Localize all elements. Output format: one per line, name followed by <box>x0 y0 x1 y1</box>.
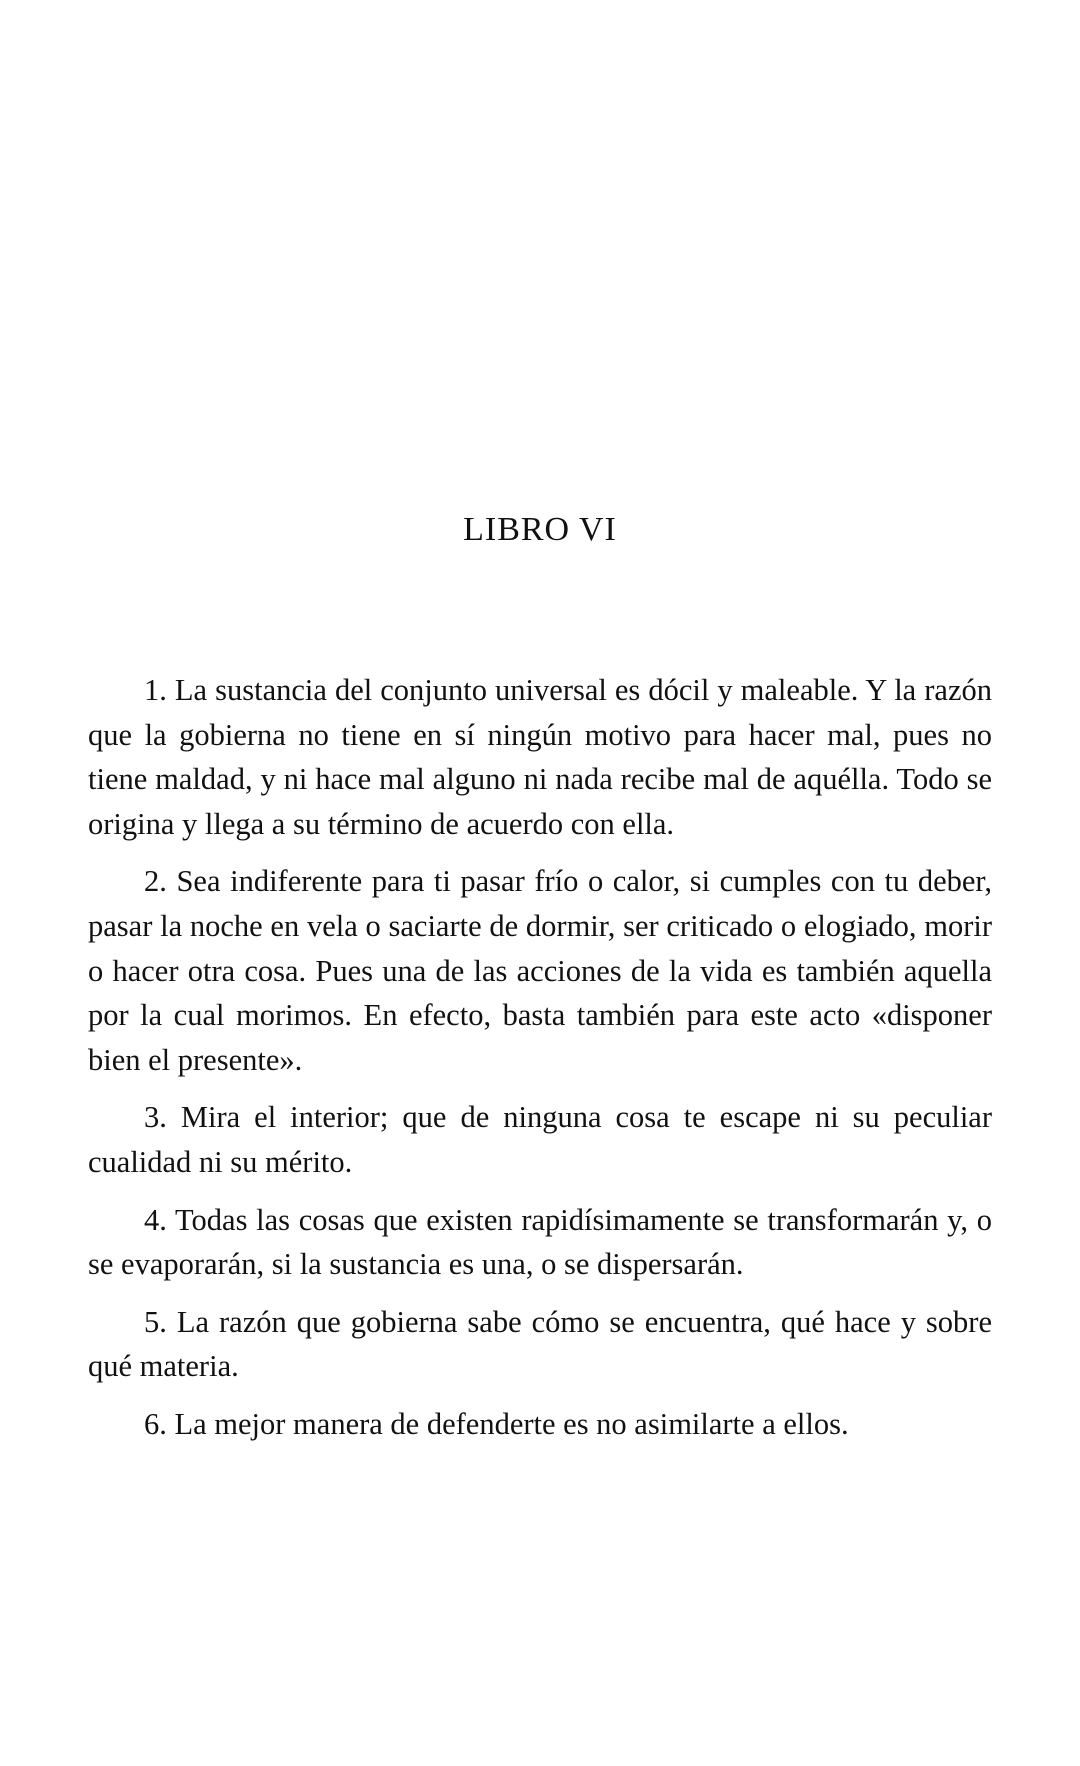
paragraph-5 <box>88 1300 992 1389</box>
paragraph-text: La razón que gobierna sabe cómo se encuentra, qué hace y sobre qué materia. <box>88 1304 992 1384</box>
paragraph-number: 2. <box>144 864 167 899</box>
paragraph-number: 3. <box>144 1100 167 1135</box>
paragraph-text: Todas las cosas que existen rapidísimamente se transformarán y, o se evaporarán, si la sustancia es una, o se dispersarán. <box>88 1202 992 1282</box>
page-body <box>88 668 992 1460</box>
paragraph-text: La mejor manera de defenderte es no asimilarte a ellos. <box>166 1406 849 1441</box>
paragraph-text: La sustancia del conjunto universal es dócil y maleable. Y la razón que la gobierna no tiene en sí ningún motivo para hacer mal, pues no tiene maldad, y ni hace mal alguno ni nada recibe mal de aquélla. Todo se origina y llega a su término de acuerdo con ella. <box>88 673 992 841</box>
paragraph-6 <box>88 1402 992 1447</box>
paragraph-text: Sea indiferente para ti pasar frío o calor, si cumples con tu deber, pasar la noche en vela o saciarte de dormir, ser criticado o elogiado, morir o hacer otra cosa. Pues una de las acciones de la vida es también aquella por la cual morimos. En efecto, basta también para este acto «disponer bien el presente». <box>88 864 992 1077</box>
paragraph-number: 1. <box>144 673 167 707</box>
paragraph-3 <box>88 1095 992 1184</box>
paragraph-4 <box>88 1198 992 1287</box>
paragraph-number: 6. <box>144 1406 167 1441</box>
paragraph-number: 5. <box>144 1304 167 1339</box>
paragraph-text: Mira el interior; que de ninguna cosa te escape ni su peculiar cualidad ni su mérito. <box>88 1100 992 1179</box>
paragraph-1 <box>88 668 992 846</box>
paragraph-2 <box>88 859 992 1082</box>
paragraph-number: 4. <box>144 1202 167 1237</box>
book-title: LIBRO VI <box>463 511 617 548</box>
